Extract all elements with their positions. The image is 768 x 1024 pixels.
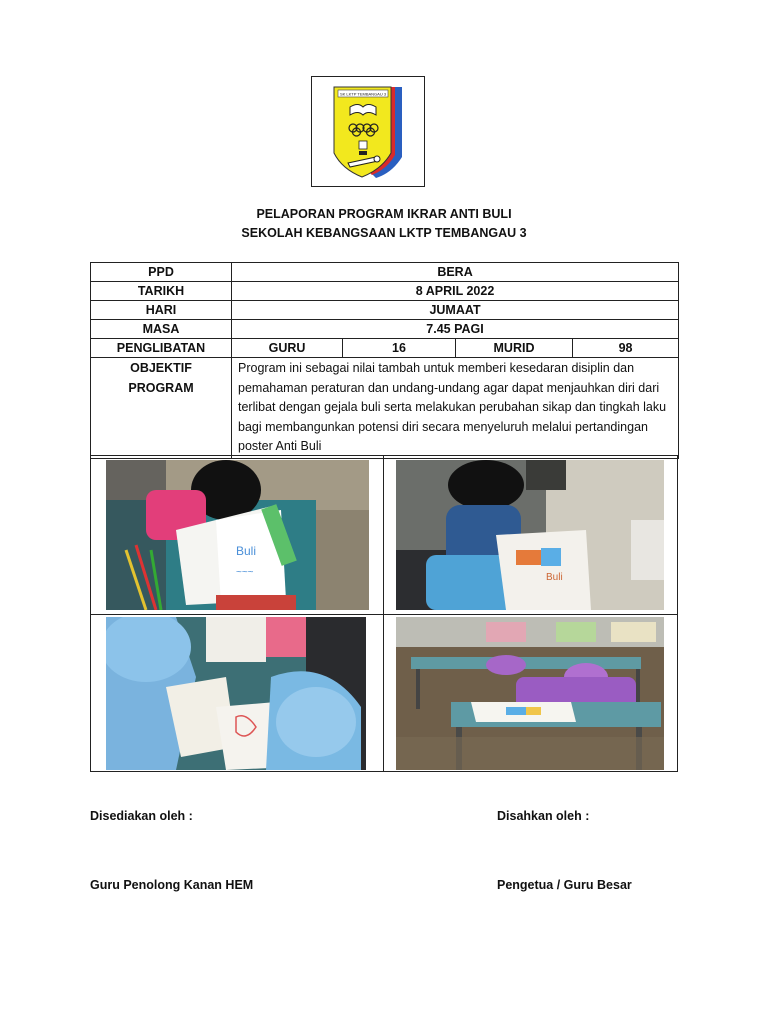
- approved-by-role: Pengetua / Guru Besar: [497, 878, 632, 892]
- activity-photo-1: [106, 460, 369, 610]
- murid-label: MURID: [456, 339, 573, 358]
- row-masa: [91, 320, 679, 339]
- svg-text:~~~: ~~~: [236, 567, 254, 578]
- students-drawing-photo-icon: [106, 617, 366, 770]
- approved-by-label: Disahkan oleh :: [497, 809, 590, 823]
- svg-text:SK LKTP TEMBANGAU 3: SK LKTP TEMBANGAU 3: [339, 91, 387, 97]
- row-hari: [91, 301, 679, 320]
- objektif-text: Program ini sebagai nilai tambah untuk memberi kesedaran disiplin dan pemahaman peraturan dan undang-undang agar dapat menjauhkan diri dari terlibat dengan gejala buli serta melakukan perubahan sikap dan tingkah laku bagi membangunkan potensi diri secara menyeluruh melalui pertandingan poster Anti Buli: [232, 358, 679, 459]
- photo-grid: [90, 455, 678, 772]
- hari-value: JUMAAT: [232, 301, 679, 320]
- activity-photo-2: [396, 460, 664, 610]
- hari-label: HARI: [91, 301, 232, 320]
- objektif-label-line2: PROGRAM: [128, 380, 194, 395]
- prepared-by-role: Guru Penolong Kanan HEM: [90, 878, 254, 892]
- svg-text:Buli: Buli: [236, 544, 257, 558]
- guru-label: GURU: [232, 339, 343, 358]
- row-objektif: [91, 358, 679, 459]
- activity-photo-4: [396, 617, 664, 770]
- school-logo: [311, 76, 425, 187]
- guru-value: 16: [343, 339, 456, 358]
- masa-label: MASA: [91, 320, 232, 339]
- ppd-label: PPD: [91, 263, 232, 282]
- classroom-photo-icon: [396, 617, 664, 770]
- program-info-table: [90, 262, 679, 459]
- svg-text:Buli: Buli: [546, 572, 563, 583]
- row-penglibatan: [91, 339, 679, 358]
- objektif-label: [91, 358, 232, 459]
- student-drawing-photo-icon: [106, 460, 369, 610]
- activity-photo-3: [106, 617, 366, 770]
- school-name: SEKOLAH KEBANGSAAN LKTP TEMBANGAU 3: [241, 226, 527, 240]
- masa-value: 7.45 PAGI: [232, 320, 679, 339]
- prepared-by-label: Disediakan oleh :: [90, 809, 193, 823]
- school-crest-icon: [332, 85, 404, 180]
- row-tarikh: [91, 282, 679, 301]
- student-drawing-photo-icon: [396, 460, 664, 610]
- objektif-label-line1: OBJEKTIF: [130, 361, 192, 375]
- tarikh-label: TARIKH: [91, 282, 232, 301]
- ppd-value: BERA: [232, 263, 679, 282]
- report-title: PELAPORAN PROGRAM IKRAR ANTI BULI: [256, 207, 512, 221]
- murid-value: 98: [573, 339, 679, 358]
- penglibatan-label: PENGLIBATAN: [91, 339, 232, 358]
- tarikh-value: 8 APRIL 2022: [232, 282, 679, 301]
- row-ppd: [91, 263, 679, 282]
